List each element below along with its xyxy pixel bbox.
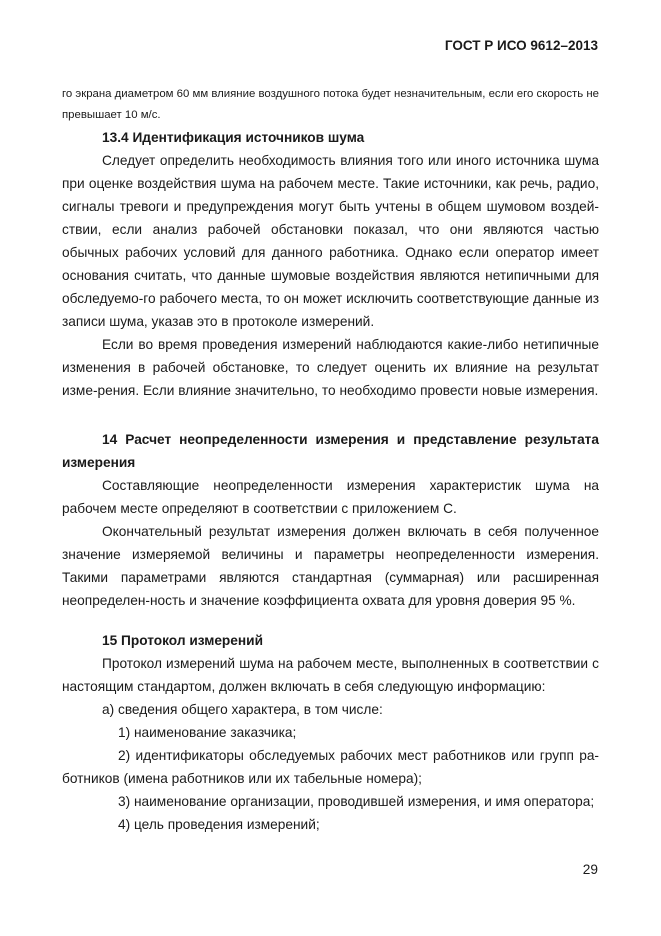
list-item-a: а) сведения общего характера, в том числе:: [102, 702, 383, 717]
page-number: 29: [582, 862, 598, 877]
section-heading-15: 15 Протокол измерений: [102, 633, 264, 648]
paragraph: Окончательный результат измерения должен включать в себя полученное значение измеряемой величины и параметры неопределенности измерения. Такими параметрами являются стандартная (суммарная) или расширенная неопределен-ность и значение коэффициента охвата для уровня доверия 95 %.: [62, 524, 599, 608]
paragraph-continuation: го экрана диаметром 60 мм влияние воздушного потока будет незначительным, если его скорость не превышает 10 м/с.: [62, 88, 599, 121]
paragraph: Следует определить необходимость влияния того или иного источника шума при оценке воздействия шума на рабочем месте. Такие источники, как речь, радио, сигналы тревоги и предупреждения могут быть учтены в общем шумовом воздей-ствии, если анализ рабочей обстановки показал, что они являются частью обычных рабочих условий для данного работника. Однако если оператор имеет основания считать, что данные шумовые воздействия являются нетипичными для обследуемо-го рабочего места, то он может исключить соответствующие данные из записи шума, указав это в протоколе измерений.: [62, 153, 599, 329]
paragraph: Если во время проведения измерений наблюдаются какие-либо нетипичные изменения в рабочей обстановке, то следует оценить их влияние на результат изме-рения. Если влияние значительно, то необходимо провести новые измерения.: [62, 337, 599, 398]
list-item-1: 1) наименование заказчика;: [118, 725, 297, 740]
document-header: ГОСТ Р ИСО 9612–2013: [444, 38, 598, 53]
paragraph: Составляющие неопределенности измерения характеристик шума на рабочем месте определяют в соответствии с приложением С.: [62, 478, 599, 516]
list-item-4: 4) цель проведения измерений;: [118, 817, 320, 832]
list-item-2: 2) идентификаторы обследуемых рабочих мест работников или групп ра-ботников (имена работников или их табельные номера);: [62, 748, 599, 786]
section-heading-13-4: 13.4 Идентификация источников шума: [102, 130, 365, 145]
page-body: [62, 84, 599, 836]
section-heading-14: 14 Расчет неопределенности измерения и представление результата измерения: [62, 432, 599, 470]
list-item-3: 3) наименование организации, проводившей измерения, и имя оператора;: [118, 794, 595, 809]
paragraph: Протокол измерений шума на рабочем месте, выполненных в соответствии с настоящим стандартом, должен включать в себя следующую информацию:: [62, 656, 599, 694]
